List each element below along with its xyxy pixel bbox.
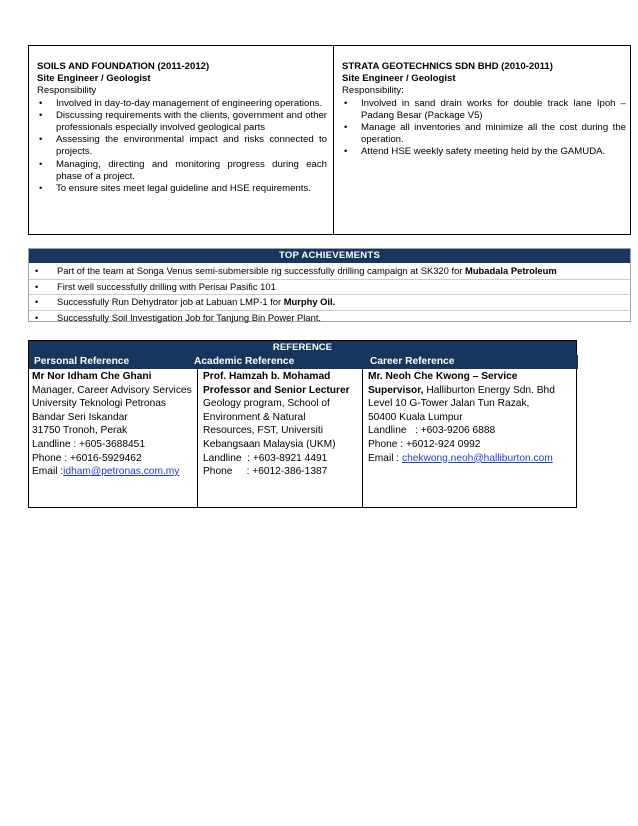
role-title: Site Engineer / Geologist [342, 73, 456, 85]
column-divider [333, 46, 334, 234]
list-item: • Attend HSE weekly safety meeting held by the GAMUDA. [342, 146, 626, 158]
company-title: SOILS AND FOUNDATION (2011-2012) [37, 61, 210, 72]
responsibility-label: Responsibility: [342, 85, 404, 97]
company-title: STRATA GEOTECHNICS SDN BHD (2010-2011) [342, 61, 553, 72]
reference-line: 50400 Kuala Lumpur [368, 411, 463, 423]
email-link[interactable]: chekwong.neoh@halliburton.com [401, 452, 553, 464]
email-label: Email : [368, 452, 402, 464]
reference-header: REFERENCE [29, 341, 576, 355]
achievements-list [29, 264, 630, 325]
achievement-item [29, 295, 630, 311]
personal-reference-column [32, 370, 198, 479]
personal-reference-header: Personal Reference [29, 355, 193, 369]
achievement-text: Successfully Soil Investigation Job for Tanjung Bin Power Plant. [57, 311, 322, 323]
achievements-header: TOP ACHIEVEMENTS [29, 249, 630, 263]
list-item: • Managing, directing and monitoring progress during each phase of a project. [37, 159, 327, 183]
reference-line: Phone : +6016-5929462 [32, 452, 142, 464]
reference-line: Landline : +603-8921 4491 [203, 452, 328, 464]
list-item: • Involved in sand drain works for double track lane Ipoh – Padang Besar (Package V5) [342, 98, 626, 122]
reference-name: Prof. Hamzah b. Mohamad Professor and Senior Lecturer [203, 371, 350, 396]
achievement-item [29, 264, 630, 280]
reference-name: Mr Nor Idham Che Ghani [32, 371, 152, 382]
list-item: • Discussing requirements with the clients, government and other professionals especially involved geological parts [37, 110, 327, 134]
email-link[interactable]: idham@petronas.com.my [63, 466, 180, 478]
achievement-text: First well successfully drilling with Perisai Pasific 101 [57, 280, 276, 292]
achievement-item [29, 311, 630, 326]
achievement-text: Successfully Run Dehydrator job at Labuan LMP-1 for [57, 296, 284, 307]
list-item: • To ensure sites meet legal guideline and HSE requirements. [37, 183, 327, 195]
responsibility-list [37, 98, 327, 196]
experience-right-column [342, 61, 626, 159]
reference-line: 31750 Tronoh, Perak [32, 425, 128, 437]
responsibility-list [342, 98, 626, 159]
experience-left-column [37, 61, 327, 195]
achievement-text: Part of the team at Songa Venus semi-submersible rig successfully drilling campaign at SK320 for [57, 265, 466, 276]
reference-line: University Teknologi Petronas [32, 398, 167, 410]
reference-email-line [368, 452, 574, 466]
reference-line: Manager, Career Advisory Services [32, 384, 192, 396]
reference-email-line [32, 465, 198, 479]
reference-company: Halliburton Energy Sdn. Bhd [423, 384, 555, 396]
reference-line: Bandar Seri Iskandar [32, 411, 128, 423]
reference-line: Phone : +6012-386-1387 [203, 466, 328, 478]
achievement-client: Mubadala Petroleum [465, 265, 557, 276]
reference-line: Level 10 G-Tower Jalan Tun Razak, [368, 398, 530, 410]
reference-line: Phone : +6012-924 0992 [368, 438, 481, 450]
reference-line: Landline : +603-9206 6888 [368, 425, 496, 437]
achievements-section [28, 248, 631, 322]
responsibility-label: Responsibility [37, 85, 97, 97]
achievement-client: Murphy Oil. [283, 296, 336, 307]
email-label: Email : [32, 466, 64, 478]
reference-name-line [368, 370, 574, 397]
academic-reference-header: Academic Reference [193, 355, 362, 369]
reference-table [28, 340, 577, 508]
career-reference-column [368, 370, 574, 465]
column-divider [362, 369, 363, 507]
career-reference-header: Career Reference [362, 355, 578, 369]
achievement-item [29, 280, 630, 296]
reference-line: Landline : +605-3688451 [32, 438, 146, 450]
list-item: • Involved in day-to-day management of engineering operations. [37, 98, 327, 110]
list-item: • Manage all inventories and minimize all the cost during the operation. [342, 122, 626, 146]
reference-line: Geology program, School of Environment & Natural Resources, FST, Universiti Kebangsaan Malaysia (UKM) [203, 398, 336, 450]
role-title: Site Engineer / Geologist [37, 73, 151, 85]
reference-name: Mr. Neoh Che Kwong – Service Supervisor, [368, 371, 518, 396]
list-item: • Assessing the environmental impact and risks connected to projects. [37, 134, 327, 158]
academic-reference-column [203, 370, 357, 479]
experience-table [28, 45, 631, 235]
